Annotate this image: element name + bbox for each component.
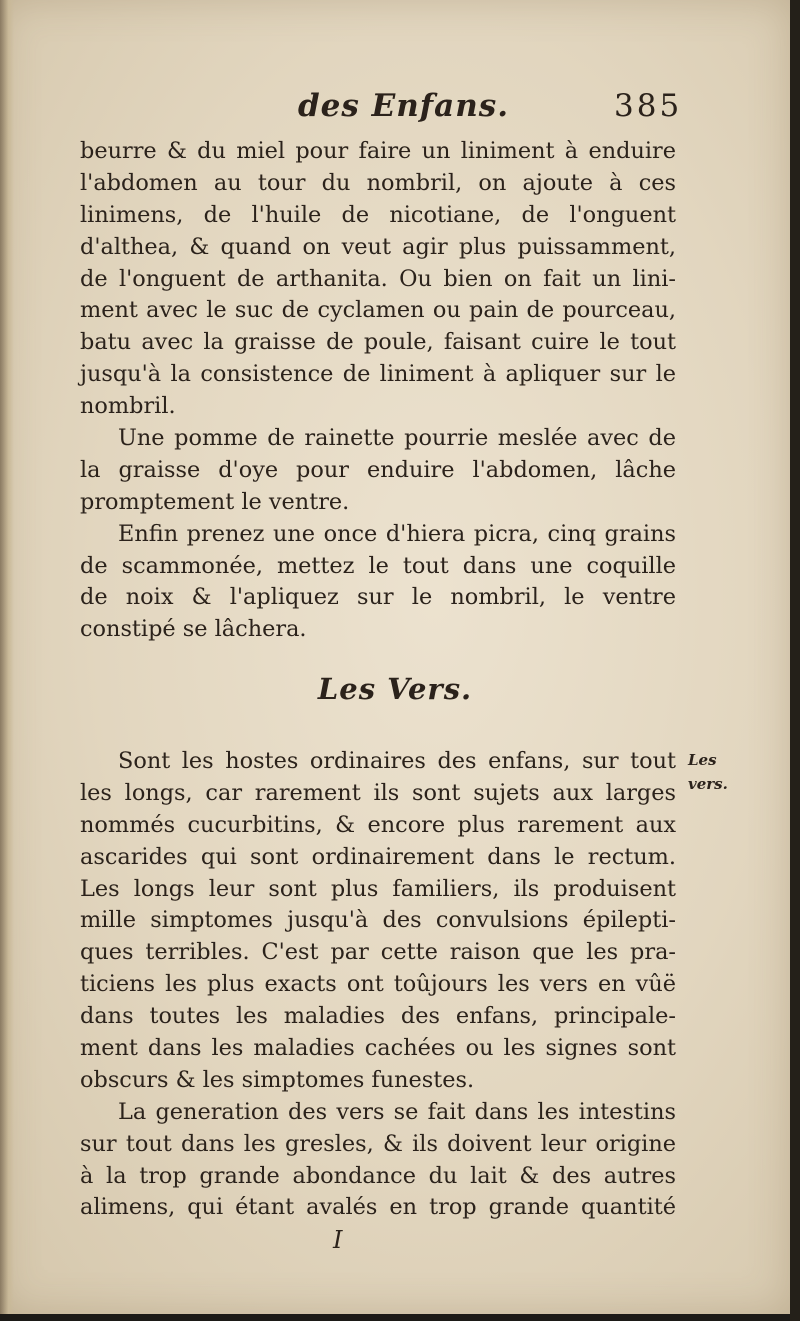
text-line: sur tout dans les gresles, & ils doivent leur origine [80,1130,676,1157]
paragraph [80,136,676,423]
text-line: jusqu'à la consistence de liniment à apliquer sur le [80,361,676,388]
marginal-note-line: Les [688,751,717,769]
text-line: beurre & du miel pour faire un liniment à enduire [80,138,676,164]
text-line: ment dans les maladies cachées ou les signes sont [80,1035,676,1062]
section-heading: Les Vers. [317,672,473,706]
text-line: de noix & l'apliquez sur le nombril, le ventre [80,584,676,611]
text-line: ques terribles. C'est par cette raison que les pra- [80,939,676,966]
text-line: nommés cucurbitins, & encore plus rarement aux [80,811,676,838]
text-line: obscurs & les simptomes funestes. [80,1066,475,1093]
paragraph [80,1097,676,1225]
paragraph [80,746,676,1097]
text-line: promptement le ventre. [80,488,350,515]
text-line: Une pomme de rainette pourrie meslée avec de [118,425,676,452]
page-gutter [0,0,14,1314]
running-title: des Enfans. [298,88,510,124]
text-line: dans toutes les maladies des enfans, principale- [80,1003,676,1030]
text-line: Sont les hostes ordinaires des enfans, sur tout [118,748,676,774]
text-line: de scammonée, mettez le tout dans une coquille [80,552,676,579]
text-line: d'althea, & quand on veut agir plus puissamment, [80,233,676,260]
marginal-note-line: vers. [688,775,728,793]
text-line: alimens, qui étant avalés en trop grande quantité [80,1194,676,1221]
text-line: Enfin prenez une once d'hiera picra, cinq grains [118,520,676,547]
signature-mark: I [333,1226,343,1254]
text-line: constipé se lâchera. [80,616,307,643]
text-line: La generation des vers se fait dans les intestins [118,1098,676,1125]
text-line: de l'onguent de arthanita. Ou bien on fait un lini- [80,265,676,292]
text-line: l'abdomen au tour du nombril, on ajoute à ces [80,169,676,196]
page-number: 385 [614,88,683,124]
paragraph [80,423,676,519]
page-header [0,88,790,138]
text-line: ticiens les plus exacts ont toûjours les vers en vûë [80,971,676,998]
book-edge [790,0,800,1321]
text-line: les longs, car rarement ils sont sujets aux larges [80,779,676,806]
text-line: ascarides qui sont ordinairement dans le rectum. [80,843,676,870]
text-line: à la trop grande abondance du lait & des autres [80,1162,676,1189]
text-line: Les longs leur sont plus familiers, ils produisent [80,875,676,902]
text-line: mille simptomes jusqu'à des convulsions épilepti- [80,907,676,934]
section-text [80,746,676,1224]
body-text [80,136,676,646]
text-line: batu avec la graisse de poule, faisant cuire le tout [80,329,676,356]
text-line: nombril. [80,393,176,420]
text-line: linimens, de l'huile de nicotiane, de l'onguent [80,201,676,228]
paragraph [80,519,676,647]
text-line: la graisse d'oye pour enduire l'abdomen, lâche [80,456,676,483]
text-line: ment avec le suc de cyclamen ou pain de pourceau, [80,297,676,324]
marginal-note [688,748,748,796]
